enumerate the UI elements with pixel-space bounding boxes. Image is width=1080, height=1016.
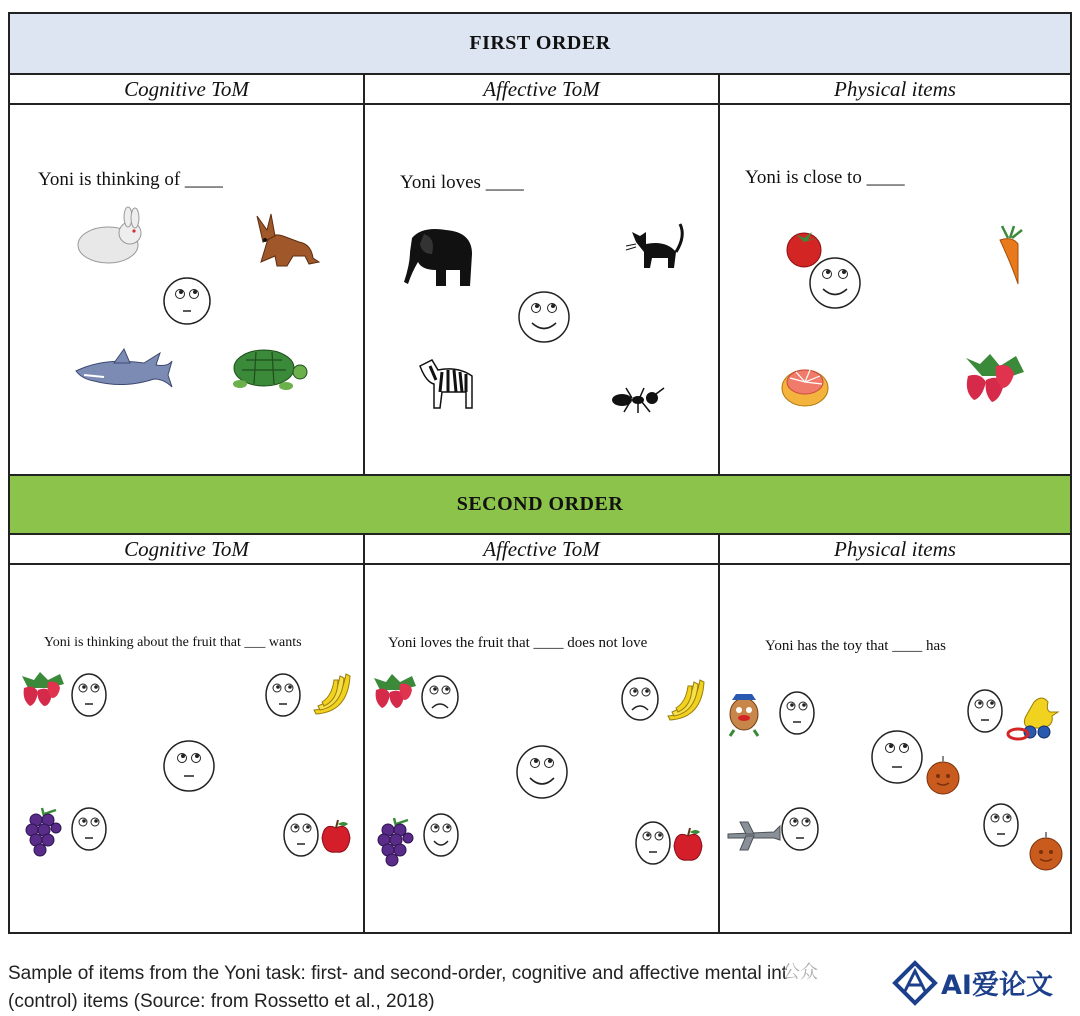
sad-face-icon [420,674,460,720]
neutral-face-icon [778,690,816,736]
neutral-face-icon [162,739,216,793]
header-physical-first: Physical items [720,75,1070,105]
cat-icon [626,222,688,272]
toy-figure-icon [724,694,764,738]
header-cognitive-second: Cognitive ToM [10,535,363,565]
donkey-icon [253,212,325,272]
neutral-face-icon [264,672,302,718]
neutral-face-icon [870,729,924,785]
divider [718,75,720,474]
toy-airplane-icon [726,822,782,852]
prompt-cognitive-second: Yoni is thinking about the fruit that ___ wants [44,635,302,650]
figure-caption [8,960,888,1016]
elephant-icon [402,224,478,288]
grapes-icon [26,806,62,858]
apple-icon [672,828,704,864]
turtle-icon [224,344,308,392]
caption-line-1-tail: int [767,963,788,984]
neutral-face-icon [982,802,1020,848]
toy-ball-icon [925,756,961,796]
first-order-title: FIRST ORDER [469,32,611,54]
strawberries-icon [20,670,66,708]
sad-face-icon [620,676,660,722]
prompt-physical-second: Yoni has the toy that ____ has [765,638,946,654]
strawberries-icon [372,672,418,710]
divider [718,535,720,932]
neutral-face-icon [966,688,1004,734]
header-affective-first: Affective ToM [365,75,718,105]
neutral-face-icon [162,276,212,326]
apple-icon [320,820,352,856]
ant-icon [610,386,668,414]
header-physical-second: Physical items [720,535,1070,565]
caption-line-2: (control) items (Source: from Rossetto et al., 2018) [8,991,435,1012]
prompt-physical-first: Yoni is close to ____ [745,167,905,188]
happy-face-icon [808,256,862,310]
toy-duck-icon [1006,694,1062,742]
yoni-task-figure [8,12,1072,934]
strawberries-icon [960,352,1030,406]
happy-face-icon [515,744,569,800]
header-affective-second: Affective ToM [365,535,718,565]
watermark: 公众 [782,962,818,982]
logo-text: AI爱论文 [941,970,1053,1001]
brand-logo [893,955,1073,1010]
carrot-icon [994,226,1028,286]
grapes-icon [378,816,414,868]
caption-line-1: Sample of items from the Yoni task: first- and second-order, cognitive and affective mental [8,963,767,984]
shark-icon [74,349,174,393]
happy-face-icon [422,812,460,858]
prompt-affective-second: Yoni loves the fruit that ____ does not love [388,635,648,651]
rabbit-icon [74,209,146,267]
first-order-band [10,14,1070,75]
header-cognitive-first: Cognitive ToM [10,75,363,105]
grapefruit-icon [780,364,830,408]
prompt-cognitive-first: Yoni is thinking of ____ [38,169,223,190]
logo-mark-icon [893,961,937,1005]
second-order-title: SECOND ORDER [456,493,624,515]
divider [363,75,365,474]
neutral-face-icon [70,672,108,718]
neutral-face-icon [780,806,820,852]
prompt-affective-first: Yoni loves ____ [400,172,524,193]
neutral-face-icon [70,806,108,852]
banana-icon [310,670,354,716]
happy-face-icon [517,290,571,344]
banana-icon [664,676,708,722]
second-order-band [10,474,1070,535]
neutral-face-icon [634,820,672,866]
neutral-face-icon [282,812,320,858]
zebra-icon [416,356,480,412]
toy-ball-icon [1028,832,1064,872]
divider [363,535,365,932]
